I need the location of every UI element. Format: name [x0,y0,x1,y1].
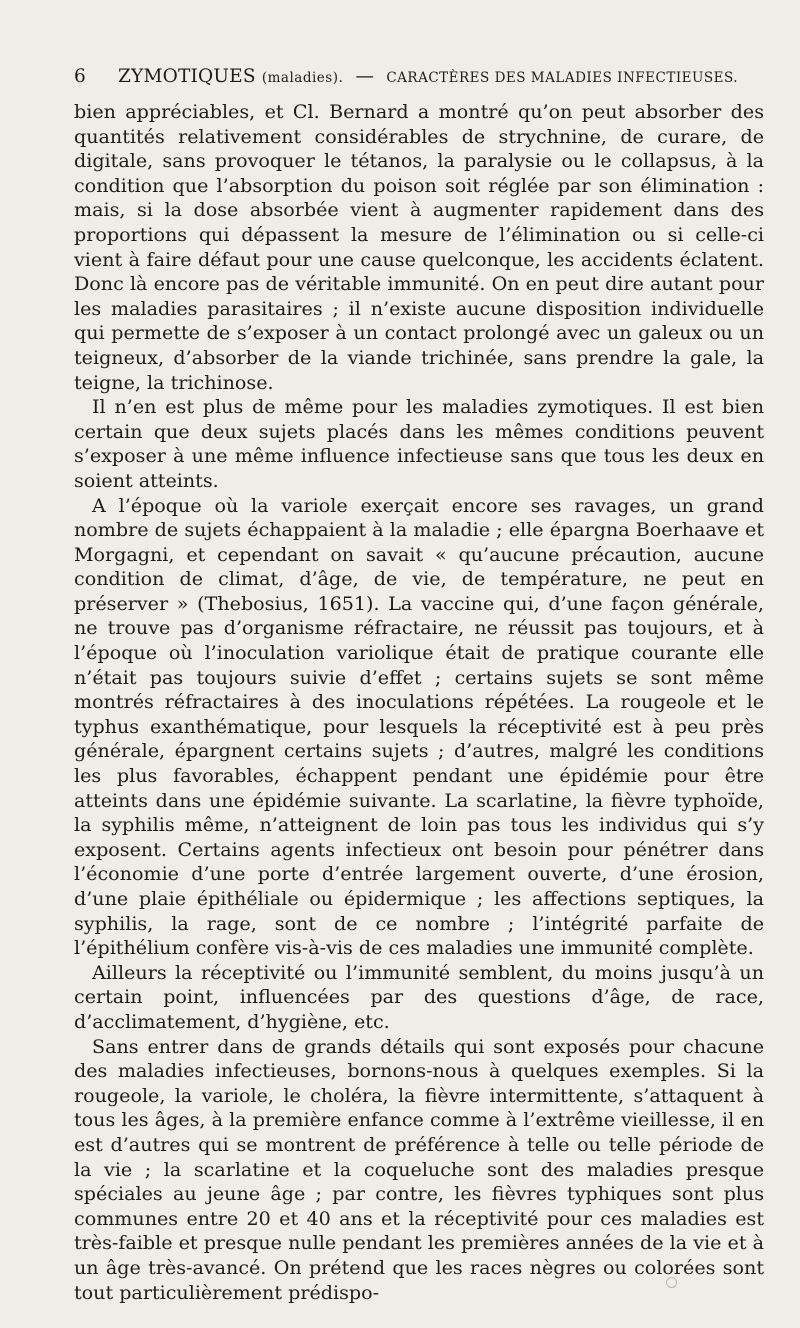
page-number: 6 [74,66,86,87]
paragraph: bien appréciables, et Cl. Bernard a montré qu’on peut absorber des quantités relativement considérables de strychnine, de curare, de digitale, sans provoquer le tétanos, la paralysie ou le collapsus, à la condition que l’absorption du poison soit réglée par son élimination : mais, si la dose absorbée vient à augmenter rapidement dans des proportions qui dépassent la mesure de l’élimination ou si celle-ci vient à faire défaut pour une cause quelconque, les accidents éclatent. Donc là encore pas de véritable immunité. On en peut dire autant pour les maladies parasitaires ; il n’existe aucune disposition individuelle qui permette de s’exposer à un contact prolongé avec un galeux ou un teigneux, d’absorber de la viande trichinée, sans prendre la gale, la teigne, la trichinose. [74,100,764,394]
paragraph: A l’époque où la variole exerçait encore ses ravages, un grand nombre de sujets échappaient à la maladie ; elle épargna Boerhaave et Morgagni, et cependant on savait « qu’aucune précaution, aucune condition de climat, d’âge, de vie, de température, ne peut en préserver » (Thebosius, 1651). La vaccine qui, d’une façon générale, ne trouve pas d’organisme réfractaire, ne réussit pas toujours, et à l’époque où l’inoculation variolique était de pratique courante elle n’était pas toujours suivie d’effet ; certains sujets se sont même montrés réfractaires à des inoculations répétées. La rougeole et le typhus exanthématique, pour lesquels la réceptivité est à peu près générale, épargnent certains sujets ; d’autres, malgré les conditions les plus favorables, échappent pendant une épidémie pour être atteints dans une épidémie suivante. La scarlatine, la fièvre typhoïde, la syphilis même, n’atteignent de loin pas tous les individus qui s’y exposent. Certains agents infectieux ont besoin pour pénétrer dans l’économie d’une porte d’entrée largement ouverte, d’une érosion, d’une plaie épithéliale ou épidermique ; les affections septiques, la syphilis, la rage, sont de ce nombre ; l’intégrité parfaite de l’épithélium confère vis-à-vis de ces maladies une immunité complète. [74,493,764,960]
paragraph: Sans entrer dans de grands détails qui sont exposés pour chacune des maladies infectieuses, bornons-nous à quelques exemples. Si la rougeole, la variole, le choléra, la fièvre intermittente, s’attaquent à tous les âges, à la première enfance comme à l’extrême vieillesse, il en est d’autres qui se montrent de préférence à telle ou telle période de la vie ; la scarlatine et la coqueluche sont des maladies presque spéciales au jeune âge ; par contre, les fièvres typhiques sont plus communes entre 20 et 40 ans et la réceptivité pour ces maladies est très-faible et presque nulle pendant les premières années de la vie et à un âge très-avancé. On prétend que les races nègres ou colorées sont tout particulièrement prédispo- [74,1034,764,1304]
header-subtitle: CARACTÈRES DES MALADIES INFECTIEUSES. [386,70,739,86]
paragraph: Ailleurs la réceptivité ou l’immunité semblent, du moins jusqu’à un certain point, influencées par des questions d’âge, de race, d’acclimatement, d’hygiène, etc. [74,960,764,1033]
header-title: ZYMOTIQUES [118,66,256,87]
body-text [74,100,764,1305]
paragraph: Il n’en est plus de même pour les maladies zymotiques. Il est bien certain que deux sujets placés dans les mêmes conditions peuvent s’exposer à une même influence infectieuse sans que tous les deux en soient atteints. [74,395,764,492]
paper-blemish [666,1277,677,1288]
header-title-paren: (maladies). [261,70,344,86]
header-dash: — [355,66,375,87]
running-header [74,66,764,96]
